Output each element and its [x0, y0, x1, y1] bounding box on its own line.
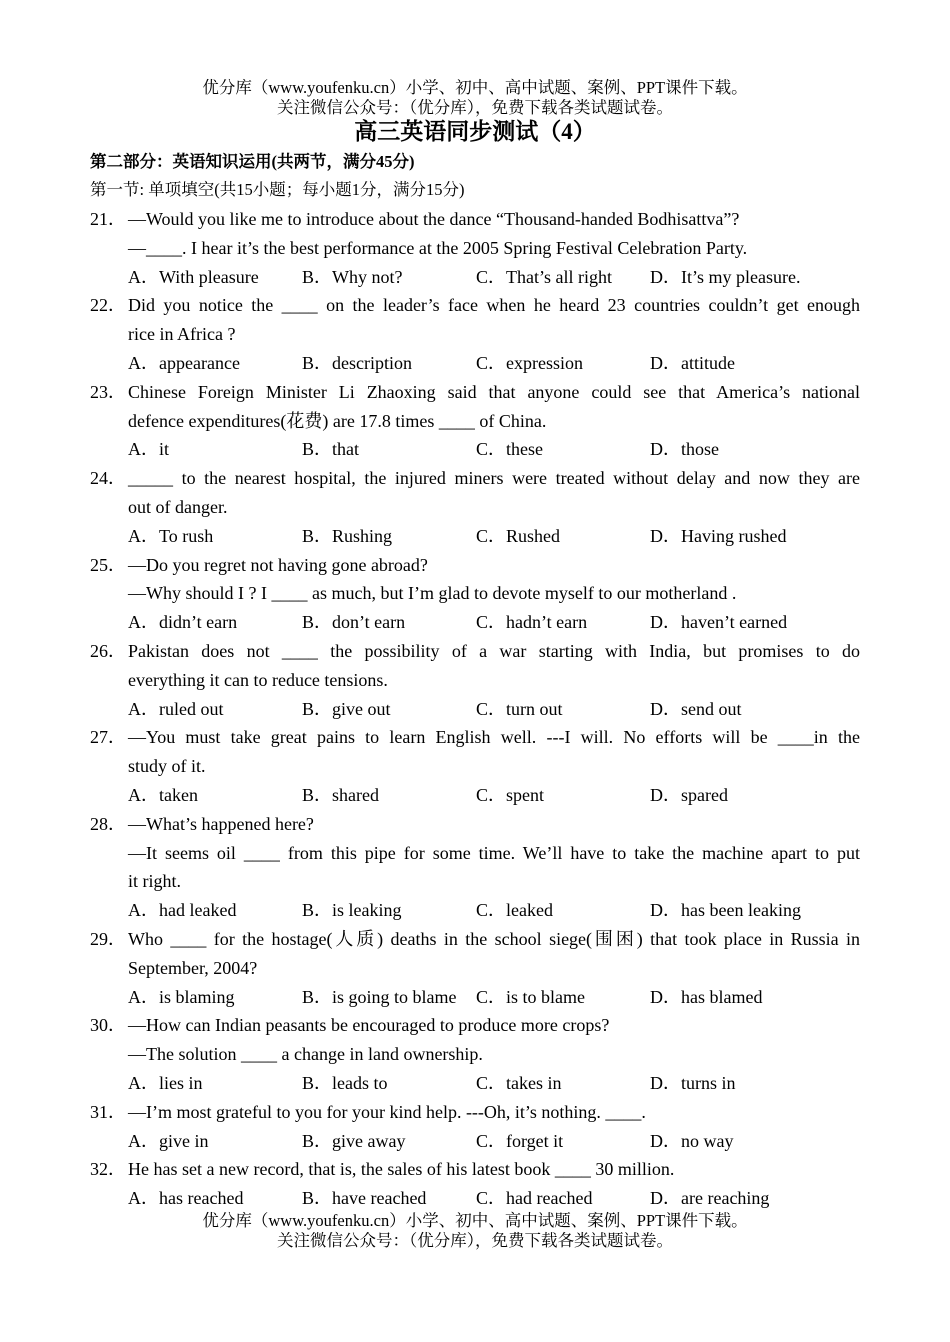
option-b: B．shared: [302, 784, 379, 805]
option-b: B．have reached: [302, 1188, 427, 1209]
subsection-heading: 第一节: 单项填空(共15小题；每小题1分，满分15分): [90, 180, 465, 199]
options-row: [0, 435, 950, 464]
question-text: —How can Indian peasants be encouraged to produce more crops?: [128, 1015, 610, 1036]
option-a: A．it: [128, 439, 170, 460]
question-line: [0, 493, 950, 522]
question-line: [0, 205, 950, 234]
option-d: D．turns in: [650, 1072, 736, 1093]
option-c: C．is to blame: [476, 986, 585, 1007]
option-d: D．are reaching: [650, 1188, 770, 1209]
footer-line-1: 优分库（www.youfenku.cn）小学、初中、高中试题、案例、PPT课件下载。: [202, 1211, 748, 1230]
question-item: [0, 925, 950, 1011]
options-row: [0, 522, 950, 551]
options-row: [0, 781, 950, 810]
question-item: [0, 1011, 950, 1097]
question-line: [0, 839, 950, 868]
question-text: —Would you like me to introduce about the dance “Thousand-handed Bodhisattva”?: [128, 209, 740, 229]
question-item: [0, 551, 950, 637]
option-c: C．expression: [476, 352, 583, 373]
question-item: [0, 637, 950, 723]
question-text: it right.: [128, 871, 181, 892]
question-item: [0, 723, 950, 809]
page-title: 高三英语同步测试（4）: [354, 119, 596, 144]
option-a: A．With pleasure: [128, 266, 259, 287]
question-line: [0, 867, 950, 896]
question-number: 32．: [90, 1159, 126, 1180]
option-b: B．give out: [302, 698, 391, 719]
question-line: [0, 723, 950, 752]
option-c: C．leaked: [476, 900, 553, 921]
question-item: [0, 810, 950, 925]
question-text: —I’m most grateful to you for your kind help. ---Oh, it’s nothing. ____.: [128, 1101, 646, 1122]
option-b: B．is leaking: [302, 900, 402, 921]
question-item: [0, 1098, 950, 1156]
option-b: B．that: [302, 439, 359, 460]
section-heading: 第二部分：英语知识运用(共两节，满分45分): [90, 152, 415, 171]
question-text: Who ____ for the hostage(人质) deaths in the school siege(围困) that took place in Russia in: [128, 928, 860, 949]
option-d: D．no way: [650, 1130, 734, 1151]
question-text: everything it can to reduce tensions.: [128, 669, 388, 690]
question-number: 27．: [90, 727, 126, 748]
question-item: [0, 1155, 950, 1213]
option-d: D．haven’t earned: [650, 612, 788, 633]
header-line-2: 关注微信公众号：（优分库），免费下载各类试题试卷。: [277, 98, 673, 117]
option-a: A．has reached: [128, 1188, 244, 1209]
option-b: B．Rushing: [302, 525, 393, 546]
question-text: —____. I hear it’s the best performance at the 2005 Spring Festival Celebration Party.: [128, 237, 748, 258]
question-number: 22．: [90, 295, 126, 316]
option-a: A．had leaked: [128, 900, 237, 921]
question-text: rice in Africa ?: [128, 324, 236, 345]
page-header: [0, 78, 950, 118]
question-item: [0, 378, 950, 464]
option-a: A．lies in: [128, 1072, 203, 1093]
question-number: 25．: [90, 554, 126, 575]
question-number: 31．: [90, 1101, 126, 1122]
question-line: [0, 1098, 950, 1127]
options-row: [0, 695, 950, 724]
option-a: A．taken: [128, 784, 198, 805]
question-line: [0, 752, 950, 781]
option-d: D．those: [650, 439, 719, 460]
option-a: A．ruled out: [128, 698, 224, 719]
options-row: [0, 983, 950, 1012]
question-text: —Do you regret not having gone abroad?: [128, 554, 428, 575]
option-d: D．spared: [650, 784, 728, 805]
option-b: B．leads to: [302, 1072, 388, 1093]
question-line: [0, 320, 950, 349]
option-c: C．hadn’t earn: [476, 612, 588, 633]
option-b: B．don’t earn: [302, 612, 406, 633]
question-number: 30．: [90, 1015, 126, 1036]
options-row: [0, 263, 950, 292]
question-text: Pakistan does not ____ the possibility of a war starting with India, but promises to do: [128, 640, 860, 661]
question-text: September, 2004?: [128, 957, 258, 978]
question-text: He has set a new record, that is, the sales of his latest book ____ 30 million.: [128, 1159, 675, 1180]
option-c: C．forget it: [476, 1130, 564, 1151]
options-row: [0, 349, 950, 378]
question-text: defence expenditures(花费) are 17.8 times ____ of China.: [128, 410, 547, 431]
question-text: —It seems oil ____ from this pipe for some time. We’ll have to take the machine apart to put: [128, 842, 860, 863]
question-text: —Why should I ? I ____ as much, but I’m glad to devote myself to our motherland .: [128, 583, 737, 604]
question-number: 26．: [90, 640, 126, 661]
option-d: D．has been leaking: [650, 900, 801, 921]
option-d: D．has blamed: [650, 986, 763, 1007]
question-number: 24．: [90, 468, 126, 489]
option-c: C．these: [476, 439, 543, 460]
question-line: [0, 464, 950, 493]
option-b: B．is going to blame: [302, 986, 457, 1007]
options-row: [0, 1184, 950, 1213]
question-item: [0, 205, 950, 291]
option-a: A．give in: [128, 1130, 209, 1151]
option-d: D．send out: [650, 698, 742, 719]
question-item: [0, 291, 950, 377]
options-row: [0, 1069, 950, 1098]
question-line: [0, 637, 950, 666]
question-text: Did you notice the ____ on the leader’s face when he heard 23 countries couldn’t get enough: [128, 295, 860, 316]
options-row: [0, 1127, 950, 1156]
question-list: [0, 205, 950, 1213]
option-b: B．description: [302, 352, 412, 373]
header-line-1: 优分库（www.youfenku.cn）小学、初中、高中试题、案例、PPT课件下载。: [202, 78, 748, 97]
question-item: [0, 464, 950, 550]
option-a: A．didn’t earn: [128, 612, 238, 633]
question-text: —You must take great pains to learn English well. ---I will. No efforts will be ____in the: [128, 727, 860, 748]
page-footer: [0, 1211, 950, 1251]
question-line: [0, 666, 950, 695]
option-a: A．To rush: [128, 525, 214, 546]
question-number: 21．: [90, 209, 126, 229]
options-row: [0, 608, 950, 637]
option-c: C．turn out: [476, 698, 563, 719]
question-line: [0, 1011, 950, 1040]
option-c: C．takes in: [476, 1072, 562, 1093]
option-b: B．Why not?: [302, 266, 403, 287]
option-d: D．attitude: [650, 352, 735, 373]
option-c: C．had reached: [476, 1188, 593, 1209]
option-a: A．appearance: [128, 352, 240, 373]
option-d: D．It’s my pleasure.: [650, 266, 801, 287]
question-text: out of danger.: [128, 496, 228, 517]
option-c: C．That’s all right: [476, 266, 612, 287]
option-c: C．spent: [476, 784, 545, 805]
question-number: 28．: [90, 813, 126, 834]
question-line: [0, 579, 950, 608]
question-text: —What’s happened here?: [128, 813, 314, 834]
options-row: [0, 896, 950, 925]
question-text: Chinese Foreign Minister Li Zhaoxing said that anyone could see that America’s national: [128, 381, 860, 402]
question-line: [0, 954, 950, 983]
option-d: D．Having rushed: [650, 525, 787, 546]
question-line: [0, 234, 950, 263]
question-line: [0, 291, 950, 320]
option-b: B．give away: [302, 1130, 406, 1151]
question-line: [0, 378, 950, 407]
option-a: A．is blaming: [128, 986, 235, 1007]
question-text: _____ to the nearest hospital, the injured miners were treated without delay and now they are: [128, 468, 860, 489]
question-line: [0, 551, 950, 580]
question-line: [0, 1155, 950, 1184]
footer-line-2: 关注微信公众号：（优分库），免费下载各类试题试卷。: [277, 1231, 673, 1250]
question-line: [0, 407, 950, 436]
option-c: C．Rushed: [476, 525, 561, 546]
question-line: [0, 925, 950, 954]
question-text: —The solution ____ a change in land ownership.: [128, 1044, 483, 1065]
question-number: 23．: [90, 381, 126, 402]
question-number: 29．: [90, 928, 126, 949]
question-line: [0, 1040, 950, 1069]
question-line: [0, 810, 950, 839]
question-text: study of it.: [128, 756, 206, 777]
